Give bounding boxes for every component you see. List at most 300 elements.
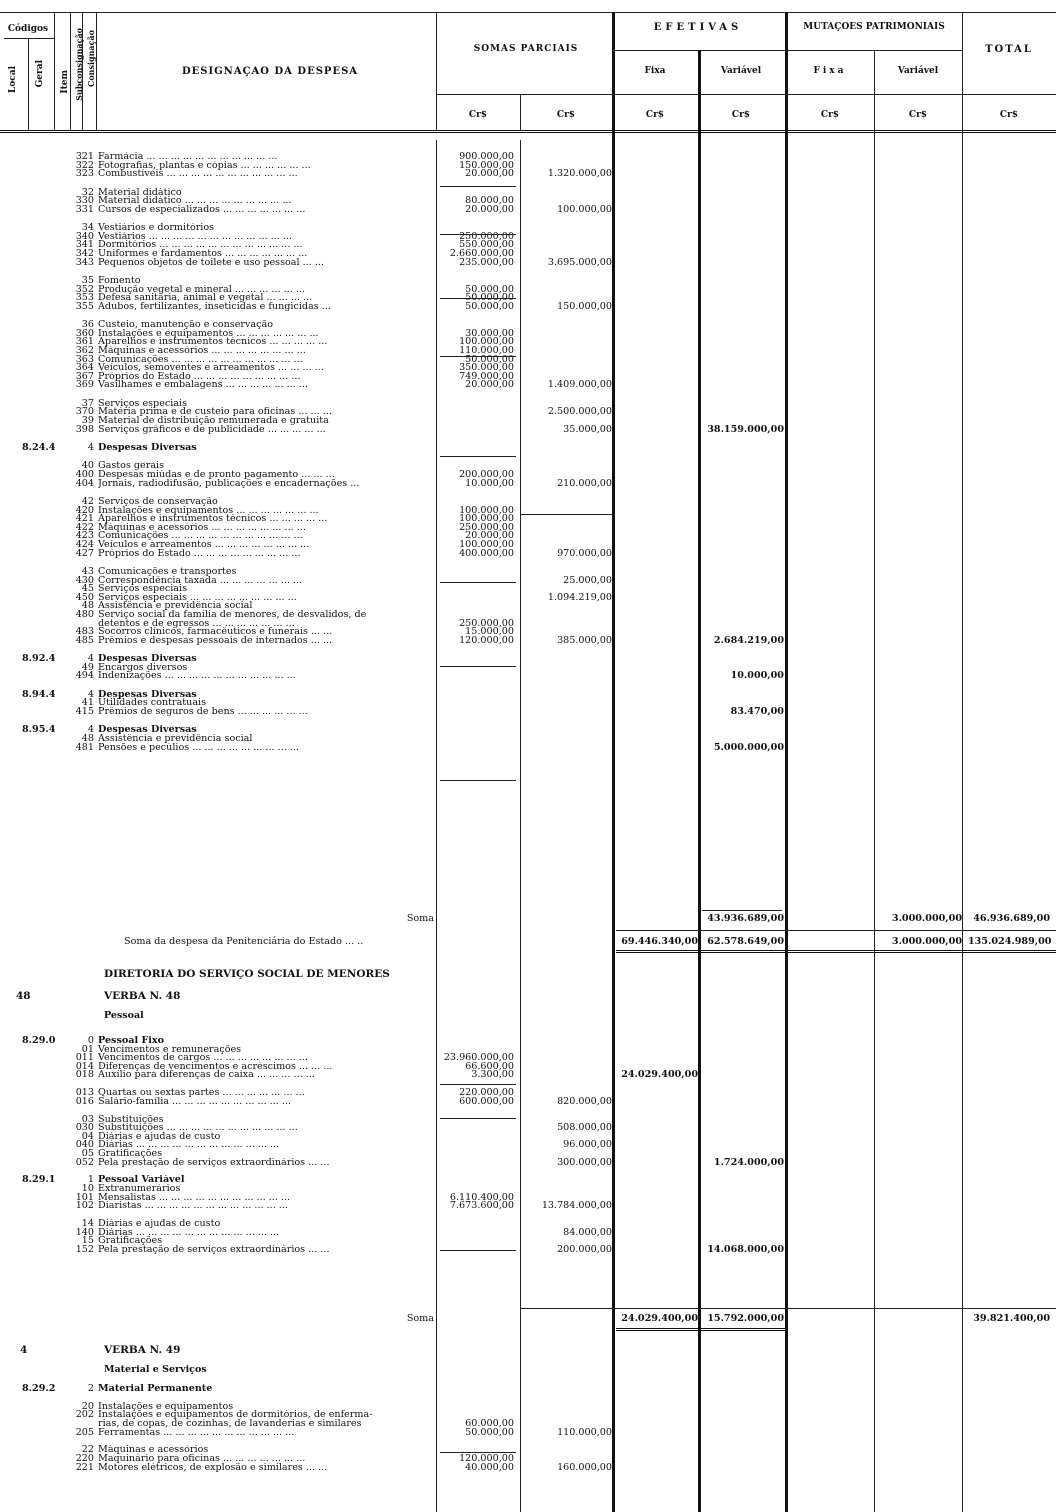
- row-item: 421: [75, 513, 94, 525]
- row-item: 450: [75, 591, 94, 603]
- row-soma-parcial-2: 110.000,00: [557, 1426, 612, 1438]
- row-efetiva-variavel: 2.684.219,00: [713, 634, 784, 646]
- row-item: 430: [75, 574, 94, 586]
- soma1-row: [0, 914, 1056, 924]
- header-consignacao: Consignação: [86, 30, 96, 88]
- row-description: rias, de copas, de cozinhas, de lavanderias e similares: [98, 1419, 362, 1429]
- row-soma-parcial-1: 250.000,00: [459, 230, 514, 242]
- row-local: 8.92.4: [22, 653, 56, 665]
- row-item: 14: [81, 1218, 94, 1229]
- row-item: 423: [75, 530, 94, 542]
- section3-sub: Material e Serviços: [104, 1364, 207, 1375]
- table-row: [0, 425, 1056, 435]
- table-row: [0, 1201, 1056, 1211]
- row-item: 140: [75, 1226, 94, 1238]
- table-row: [0, 1428, 1056, 1438]
- row-description: Máquinas e acessórios ... ... ... ... ... ... ... ...: [98, 346, 306, 356]
- row-description: Comunicações ... ... ... ... ... ... ... ... ... ... ...: [98, 531, 303, 542]
- row-item: 42: [81, 496, 94, 507]
- row-soma-parcial-2: 200.000,00: [557, 1243, 612, 1255]
- row-local: 8.24.4: [22, 442, 56, 453]
- soma1-mut-variavel: 3.000.000,00: [891, 913, 962, 924]
- row-item: 364: [75, 362, 94, 374]
- row-soma-parcial-1: 100.000,00: [459, 336, 514, 348]
- table-row: [0, 636, 1056, 646]
- row-item: 362: [75, 345, 94, 356]
- row-description: Combustíveis ... ... ... ... ... ... ... ... ... ... ...: [98, 169, 298, 180]
- row-item: 15: [81, 1235, 94, 1247]
- row-soma-parcial-1: 15.000,00: [465, 626, 514, 638]
- row-item: 45: [81, 583, 94, 595]
- row-description: Gratificações: [98, 1149, 163, 1159]
- row-soma-parcial-1: 120.000,00: [459, 1453, 514, 1464]
- row-item: 4: [87, 688, 94, 700]
- row-item: 011: [75, 1052, 94, 1064]
- row-description: Encargos diversos: [98, 662, 188, 673]
- row-item: 202: [75, 1409, 94, 1421]
- row-soma-parcial-1: 3.300,00: [471, 1069, 514, 1081]
- row-description: Pensões e pecúlios ... ... ... ... ... ... ... ... ...: [98, 742, 299, 753]
- subtotal-rule: [440, 186, 516, 187]
- row-description: Material didático ... ... ... ... ... ... ... ... ...: [98, 196, 292, 207]
- header-mutacoes: MUTAÇOES PATRIMONIAIS: [803, 22, 945, 32]
- row-item: 340: [75, 230, 94, 242]
- row-item: 016: [75, 1095, 94, 1107]
- col-line-variavel: [698, 50, 701, 1512]
- col-line: [54, 12, 55, 130]
- row-item: 05: [81, 1148, 94, 1159]
- row-description: Pela prestação de serviços extraordinários ... ...: [98, 1244, 330, 1255]
- soma1-total: 46.936.689,00: [973, 913, 1050, 924]
- section2-pessoal: Pessoal: [104, 1010, 144, 1021]
- row-soma-parcial-1: 7.673.600,00: [449, 1200, 514, 1212]
- row-soma-parcial-1: 400.000,00: [459, 547, 514, 559]
- row-soma-parcial-1: 10.000,00: [465, 477, 514, 489]
- row-description: Fomento: [98, 276, 141, 286]
- row-item: 480: [75, 609, 94, 620]
- row-description: Custeio, manutenção e conservação: [98, 320, 273, 331]
- row-item: 420: [75, 504, 94, 516]
- soma2-double-rule: [616, 1328, 786, 1331]
- soma2-variavel: 15.792.000,00: [707, 1313, 784, 1324]
- row-description: Despesas Diversas: [98, 443, 197, 453]
- col-line-mut-variavel: [874, 50, 875, 1512]
- table-row: [0, 169, 1056, 179]
- row-item: 370: [75, 406, 94, 418]
- section2-verba: VERBA N. 48: [104, 990, 181, 1002]
- row-description: Pessoal Fixo: [98, 1036, 165, 1046]
- row-soma-parcial-1: 600.000,00: [459, 1095, 514, 1107]
- row-description: Salário-família ... ... ... ... ... ... ... ... ... ...: [98, 1096, 292, 1107]
- soma2-row: [0, 1314, 1056, 1324]
- row-soma-parcial-2: 2.500.000,00: [547, 406, 612, 418]
- soma-pen-fixa: 69.446.340,00: [621, 936, 698, 947]
- row-soma-parcial-2: 35.000,00: [563, 423, 612, 435]
- row-soma-parcial-1: 350.000,00: [459, 362, 514, 374]
- table-row: [0, 479, 1056, 489]
- row-item: 323: [75, 168, 94, 180]
- row-item: 40: [81, 460, 94, 472]
- row-soma-parcial-2: 820.000,00: [557, 1095, 612, 1107]
- table-row: [0, 302, 1056, 312]
- row-description: Serviços de conservação: [98, 497, 218, 507]
- row-efetiva-variavel: 83.470,00: [730, 706, 784, 717]
- row-description: Veículos e arreamentos ... ... ... ... ... ... ... ...: [98, 540, 310, 550]
- subtotal-rule: [440, 1084, 516, 1085]
- row-description: Máquinas e acessórios ... ... ... ... ... ... ... ...: [98, 522, 306, 533]
- row-item: 205: [75, 1426, 94, 1438]
- table-row: [0, 1158, 1056, 1168]
- header-total: TOTAL: [985, 44, 1033, 55]
- row-description: Assistência e previdência social: [98, 734, 253, 744]
- row-description: Comunicações ... ... ... ... ... ... ... ... ... ... ...: [98, 354, 303, 365]
- row-item: 4: [87, 724, 94, 736]
- row-item: 404: [75, 477, 94, 489]
- row-efetiva-fixa: 24.029.400,00: [621, 1069, 698, 1081]
- row-description: Próprios do Estado ... ... ... ... ... ... ... ... ...: [98, 548, 301, 559]
- row-soma-parcial-1: 250.000,00: [459, 617, 514, 629]
- row-description: Aparelhos e instrumentos técnicos ... ... ... ... ...: [98, 514, 328, 525]
- row-description: Pessoal Variável: [98, 1175, 185, 1186]
- currency-fx: Cr$: [645, 110, 665, 120]
- row-soma-parcial-2: 385.000,00: [557, 634, 612, 646]
- soma-pen-double-rule: [616, 950, 1056, 953]
- row-soma-parcial-2: 1.094.219,00: [547, 591, 612, 603]
- row-soma-parcial-1: 40.000,00: [465, 1461, 514, 1473]
- row-efetiva-variavel: 14.068.000,00: [707, 1243, 784, 1255]
- row-description: Próprios do Estado ... ... ... ... ... ... ... ... ...: [98, 371, 301, 382]
- row-item: 39: [81, 415, 94, 426]
- row-soma-parcial-1: 30.000,00: [465, 327, 514, 339]
- table-row: [0, 1097, 1056, 1107]
- row-description: Instalações e equipamentos: [98, 1401, 234, 1412]
- row-description: Farmácia ... ... ... ... ... ... ... ... ... ... ...: [98, 152, 278, 162]
- header-top-rule: [0, 12, 1056, 13]
- col-line: [28, 38, 29, 130]
- row-description: Serviços especiais: [98, 584, 188, 595]
- row-item: 10: [81, 1183, 94, 1194]
- soma-pen-label: Soma da despesa da Penitenciária do Estado ... ..: [124, 936, 364, 947]
- table-row: [0, 1070, 1056, 1080]
- row-item: 422: [75, 521, 94, 533]
- row-item: 48: [81, 600, 94, 612]
- row-item: 353: [75, 292, 94, 304]
- col-line: [70, 12, 71, 130]
- section2-title: DIRETORIA DO SERVIÇO SOCIAL DE MENORES: [104, 968, 390, 980]
- row-description: Diaristas ... ... ... ... ... ... ... ... ... ... ... ...: [98, 1201, 288, 1212]
- row-description: Matéria prima e de custeio para oficinas ... ... ...: [98, 407, 332, 418]
- row-description: Assistência e previdência social: [98, 601, 253, 612]
- row-description: Correspondência taxada ... ... ... ... ... ... ...: [98, 575, 303, 586]
- row-description: detentos e de egressos ... ... ... ... ... ... ...: [98, 618, 295, 629]
- row-soma-parcial-1: 200.000,00: [459, 469, 514, 480]
- col-line: [436, 12, 437, 130]
- row-description: Ferramentas ... ... ... ... ... ... ... ... ... ... ...: [98, 1427, 295, 1438]
- row-item: 43: [81, 566, 94, 577]
- soma1-variavel: 43.936.689,00: [707, 913, 784, 924]
- row-description: Despesas miúdas e de pronto pagamento ... ... ...: [98, 470, 335, 480]
- row-soma-parcial-1: 20.000,00: [465, 168, 514, 180]
- currency-mv: Cr$: [908, 110, 928, 120]
- row-description: Socorros clínicos, farmacêuticos e funerais ... ...: [98, 627, 333, 638]
- table-row: [0, 1463, 1056, 1473]
- row-efetiva-variavel: 10.000,00: [730, 670, 784, 682]
- table-row: [0, 380, 1056, 390]
- row-item: 321: [75, 151, 94, 162]
- soma-pen-total: 135.024.989,00: [968, 936, 1052, 947]
- currency-s1: Cr$: [468, 110, 488, 120]
- row-description: Veículos, semoventes e arreamentos ... ... ... ...: [98, 363, 324, 374]
- col-line: [82, 12, 83, 130]
- row-item: 1: [87, 1174, 94, 1186]
- row-description: Pela prestação de serviços extraordinários ... ...: [98, 1157, 330, 1168]
- row-soma-parcial-2: 210.000,00: [557, 477, 612, 489]
- row-item: 485: [75, 634, 94, 646]
- row-description: Serviços especiais ... ... ... ... ... ... ... ... ...: [98, 592, 297, 603]
- row-item: 22: [81, 1444, 94, 1456]
- row-item: 400: [75, 469, 94, 480]
- row-item: 331: [75, 203, 94, 215]
- row-soma-parcial-1: 220.000,00: [459, 1087, 514, 1099]
- table-row: [0, 707, 1056, 717]
- col-line: [96, 12, 97, 130]
- section3-verba: VERBA N. 49: [104, 1344, 181, 1356]
- row-item: 03: [81, 1113, 94, 1125]
- row-soma-parcial-1: 20.000,00: [465, 203, 514, 215]
- header-mut-variavel: Variável: [897, 66, 939, 76]
- row-soma-parcial-2: 150.000,00: [557, 300, 612, 312]
- row-description: Instalações e equipamentos de dormitórios, de enferma-: [98, 1410, 373, 1421]
- header-codigos: Códigos: [7, 24, 49, 34]
- table-row: [0, 1384, 1056, 1394]
- row-soma-parcial-1: 50.000,00: [465, 283, 514, 295]
- row-item: 4: [87, 442, 94, 453]
- row-soma-parcial-1: 80.000,00: [465, 195, 514, 207]
- row-soma-parcial-1: 66.600,00: [465, 1060, 514, 1072]
- table-row: [0, 443, 1056, 453]
- subtotal-rule: [440, 1452, 516, 1453]
- row-description: Auxílio para diferenças de caixa ... ... ... ... ...: [98, 1070, 315, 1081]
- soma-pen-variavel: 62.578.649,00: [707, 936, 784, 947]
- subtotal-rule: [440, 582, 516, 583]
- subtotal-rule: [440, 356, 516, 357]
- table-row: [0, 205, 1056, 215]
- row-efetiva-variavel: 5.000.000,00: [713, 741, 784, 753]
- row-description: Quartas ou sextas partes ... ... ... ... ... ... ...: [98, 1088, 305, 1099]
- row-item: 398: [75, 423, 94, 435]
- row-description: Diárias e ajudas de custo: [98, 1131, 221, 1142]
- currency-mf: Cr$: [820, 110, 840, 120]
- row-soma-parcial-1: 60.000,00: [465, 1418, 514, 1429]
- soma-pen-mut-variavel: 3.000.000,00: [891, 936, 962, 947]
- soma1-label: Soma: [406, 913, 434, 924]
- row-description: Material de distribuição remunerada e gratuita: [98, 416, 329, 426]
- row-description: Diárias ... ... ... ... ... ... ... ... ... ... ... ...: [98, 1227, 280, 1238]
- row-item: 494: [75, 670, 94, 682]
- header-mut-fixa: Fixa: [813, 66, 847, 76]
- row-description: Serviços gráficos e de publicidade ... ... ... ... ...: [98, 424, 326, 435]
- section2-loc: 48: [16, 990, 31, 1002]
- soma2-rule: [520, 1308, 1056, 1309]
- row-item: 483: [75, 626, 94, 638]
- subtotal-rule: [440, 298, 516, 299]
- row-description: Maquinário para oficinas ... ... ... ... ... ... ...: [98, 1454, 306, 1464]
- row-description: Motores elétricos, de explosão e similares ... ...: [98, 1462, 328, 1473]
- row-description: Diárias ... ... ... ... ... ... ... ... ... ... ... ...: [98, 1140, 280, 1151]
- row-description: Máquinas e acessórios: [98, 1445, 209, 1456]
- row-item: 37: [81, 397, 94, 409]
- row-soma-parcial-1: 100.000,00: [459, 539, 514, 550]
- row-item: 040: [75, 1139, 94, 1151]
- row-description: Fotografias, plantas e cópias ... ... ... ... ... ...: [98, 160, 311, 171]
- header-variavel: Variável: [720, 66, 762, 76]
- header-subconsignacao: Subconsignação: [74, 28, 84, 101]
- row-item: 330: [75, 195, 94, 207]
- row-description: Gastos gerais: [98, 461, 165, 472]
- table-row: [0, 671, 1056, 681]
- row-soma-parcial-1: 50.000,00: [465, 1426, 514, 1438]
- row-item: 49: [81, 661, 94, 673]
- table-row: [0, 743, 1056, 753]
- row-item: 341: [75, 239, 94, 251]
- row-local: 8.95.4: [22, 724, 56, 736]
- subtotal-rule: [440, 780, 516, 781]
- row-description: Dormitórios ... ... ... ... ... ... ... ... ... ... ... ...: [98, 240, 303, 251]
- header-currency-rule: [436, 94, 1056, 95]
- row-item: 369: [75, 379, 94, 391]
- row-soma-parcial-1: 110.000,00: [459, 345, 514, 356]
- header-local: Local: [8, 66, 18, 94]
- row-soma-parcial-1: 100.000,00: [459, 513, 514, 525]
- row-item: 014: [75, 1060, 94, 1072]
- row-description: Vencimentos e remunerações: [98, 1044, 242, 1055]
- row-description: Diferenças de vencimentos e acréscimos ... ... ...: [98, 1061, 333, 1072]
- row-description: Vestiários ... ... ... ... ... ... ... ... ... ... ... ...: [98, 231, 293, 242]
- row-soma-parcial-1: 100.000,00: [459, 504, 514, 516]
- row-local: 8.29.1: [22, 1174, 56, 1186]
- row-description: Vestiários e dormitórios: [98, 223, 215, 234]
- row-description: Vasilhames e embalagens ... ... ... ... ... ... ...: [98, 380, 308, 391]
- row-description: Comunicações e transportes: [98, 567, 237, 577]
- row-item: 04: [81, 1130, 94, 1142]
- row-description: Pequenos objetos de toilete e uso pessoal ... ...: [98, 257, 324, 268]
- row-description: Serviços especiais: [98, 398, 188, 409]
- row-soma-parcial-1: 235.000,00: [459, 256, 514, 268]
- row-item: 360: [75, 327, 94, 339]
- row-soma-parcial-1: 120.000,00: [459, 634, 514, 646]
- row-soma-parcial-2: 96.000,00: [563, 1139, 612, 1151]
- row-soma-parcial-1: 150.000,00: [459, 159, 514, 171]
- row-soma-parcial-2: 84.000,00: [563, 1226, 612, 1238]
- row-item: 342: [75, 248, 94, 259]
- row-item: 01: [81, 1043, 94, 1055]
- table-row: [0, 258, 1056, 268]
- row-item: 221: [75, 1461, 94, 1473]
- row-item: 0: [87, 1035, 94, 1046]
- row-item: 363: [75, 353, 94, 365]
- row-local: 8.29.0: [22, 1035, 56, 1046]
- row-item: 013: [75, 1087, 94, 1099]
- row-item: 35: [81, 275, 94, 286]
- row-item: 322: [75, 159, 94, 171]
- row-item: 415: [75, 706, 94, 717]
- row-description: Vencimentos de cargos ... ... ... ... ... ... ... ...: [98, 1053, 308, 1064]
- row-description: Despesas Diversas: [98, 689, 197, 700]
- row-item: 4: [87, 653, 94, 665]
- row-item: 018: [75, 1069, 94, 1081]
- row-description: Despesas Diversas: [98, 654, 197, 665]
- soma-pen-rule: [616, 930, 1056, 931]
- subtotal-rule: [440, 666, 516, 667]
- subtotal-rule: [440, 1250, 516, 1251]
- row-item: 101: [75, 1191, 94, 1203]
- row-description: Aparelhos e instrumentos técnicos ... ... ... ... ...: [98, 337, 328, 348]
- row-description: Despesas Diversas: [98, 725, 197, 736]
- row-item: 352: [75, 283, 94, 295]
- currency-tt: Cr$: [999, 110, 1019, 120]
- row-item: 367: [75, 370, 94, 382]
- header-bottom-rule: [0, 130, 1056, 133]
- row-soma-parcial-1: 550.000,00: [459, 239, 514, 251]
- row-description: Substituições: [98, 1114, 164, 1125]
- table-row: [0, 1245, 1056, 1255]
- row-soma-parcial-1: 50.000,00: [465, 300, 514, 312]
- row-soma-parcial-1: 20.000,00: [465, 379, 514, 391]
- row-item: 20: [81, 1400, 94, 1412]
- soma2-label: Soma: [406, 1313, 434, 1324]
- row-soma-parcial-2: 508.000,00: [557, 1122, 612, 1134]
- row-item: 427: [75, 547, 94, 559]
- subtotal-rule: [440, 1118, 516, 1119]
- row-description: Extranumerários: [98, 1184, 181, 1194]
- row-item: 102: [75, 1200, 94, 1212]
- row-soma-parcial-1: 6.110.400,00: [449, 1191, 514, 1203]
- header-geral: Geral: [35, 60, 45, 88]
- row-item: 361: [75, 336, 94, 348]
- row-soma-parcial-2: 970.000,00: [557, 547, 612, 559]
- row-description: Utilidades contratuais: [98, 698, 207, 709]
- row-item: 481: [75, 741, 94, 753]
- row-description: Instalações e equipamentos ... ... ... ... ... ... ...: [98, 328, 319, 339]
- header-somas-parciais: SOMAS PARCIAIS: [473, 44, 579, 54]
- row-description: Diárias e ajudas de custo: [98, 1219, 221, 1229]
- row-description: Instalações e equipamentos ... ... ... ... ... ... ...: [98, 505, 319, 516]
- row-soma-parcial-1: 250.000,00: [459, 521, 514, 533]
- row-item: 220: [75, 1453, 94, 1464]
- row-item: 36: [81, 319, 94, 331]
- row-item: 2: [87, 1383, 94, 1394]
- row-description: Prêmios e despesas pessoais de internados ... ...: [98, 635, 333, 646]
- soma-penitenciaria-row: [0, 937, 1056, 947]
- row-description: Adubos, fertilizantes, inseticidas e fungicidas ...: [98, 301, 331, 312]
- row-soma-parcial-1: 900.000,00: [459, 151, 514, 162]
- row-description: Mensalistas ... ... ... ... ... ... ... ... ... ... ...: [98, 1192, 291, 1203]
- row-description: Jornais, radiodifusão, publicações e encadernações ...: [98, 478, 360, 489]
- row-item: 48: [81, 733, 94, 744]
- row-description: Uniformes e fardamentos ... ... ... ... ... ... ...: [98, 249, 308, 259]
- row-description: Gratificações: [98, 1236, 163, 1247]
- row-soma-parcial-2: 13.784.000,00: [541, 1200, 612, 1212]
- row-soma-parcial-2: 1.409.000,00: [547, 379, 612, 391]
- soma1-rule: [702, 910, 782, 911]
- row-local: 8.29.2: [22, 1383, 56, 1394]
- row-description: Material Permanente: [98, 1384, 213, 1394]
- row-soma-parcial-1: 50.000,00: [465, 292, 514, 304]
- row-description: Indenizações ... ... ... ... ... ... ... ... ... ... ...: [98, 671, 296, 682]
- row-local: 8.94.4: [22, 688, 56, 700]
- header-fixa: Fixa: [644, 66, 666, 76]
- row-soma-parcial-2: 25.000,00: [563, 574, 612, 586]
